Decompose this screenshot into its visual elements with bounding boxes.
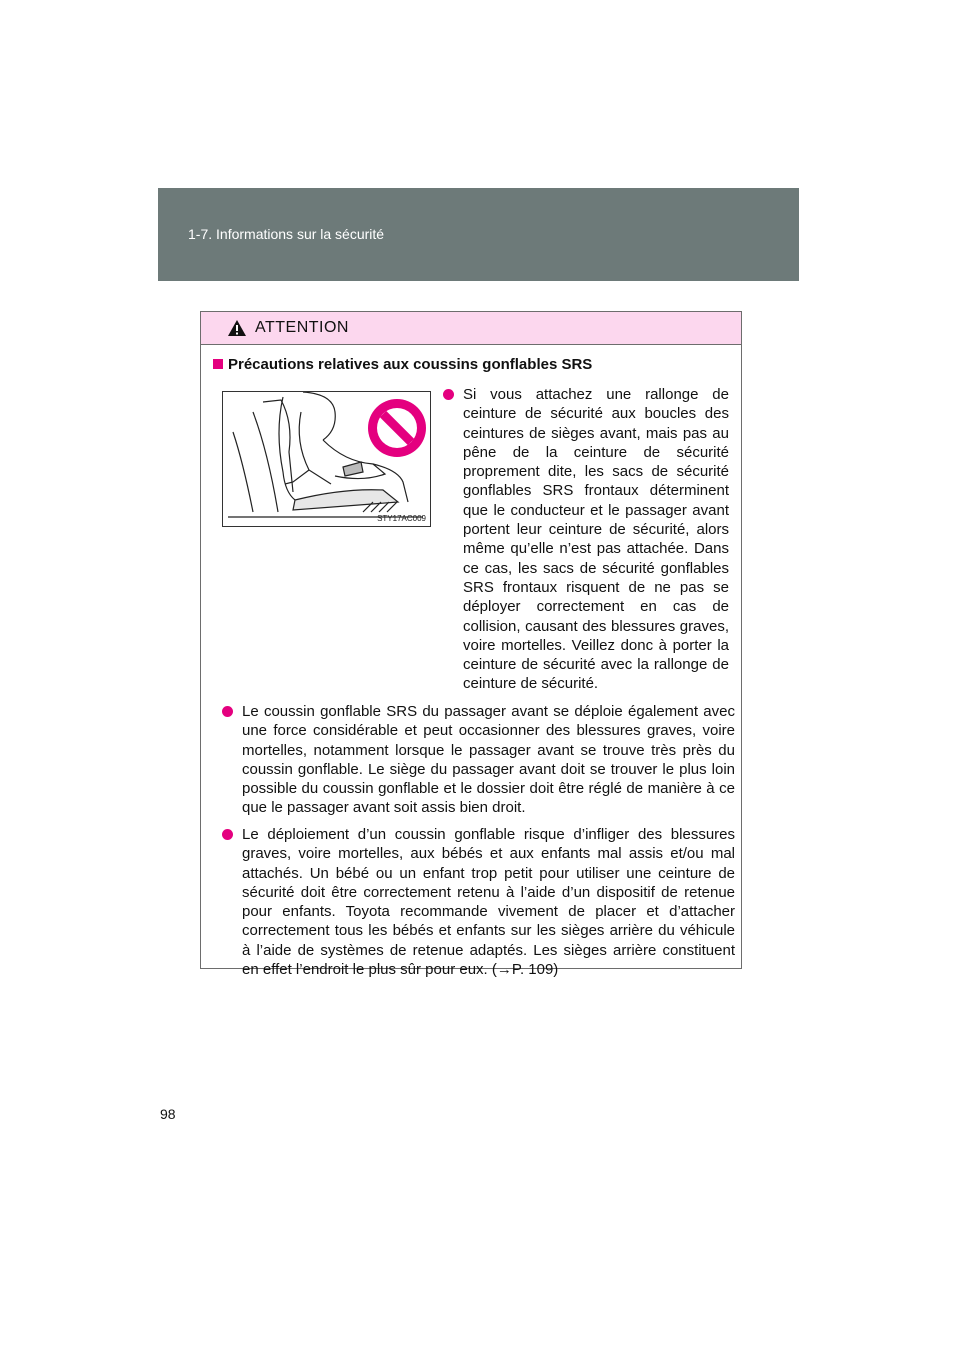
warning-triangle-icon xyxy=(227,319,247,337)
page-number: 98 xyxy=(160,1106,176,1122)
bullet-text: Le coussin gonflable SRS du passager avant se déploie également avec une force considérable et peut occasionner des blessures graves, voire mortelles, notamment lorsque le passager avant se trouve très près du coussin gonflable. Le siège du passager avant doit se trouver le plus loin possible du coussin gonflable et le dossier doit être réglé de manière à ce que le passager avant soit assis bien droit. xyxy=(242,703,735,817)
warning-title-bar xyxy=(201,312,741,345)
bullet-text: Le déploiement d’un coussin gonflable risque d’infliger des blessures graves, voire mortelles, aux bébés et aux enfants mal assis et/ou mal attachés. Un bébé ou un enfant trop petit pour utiliser une ceinture de sécurité doit être correctement retenu à l’aide d’un dispositif de retenue pour enfants. Toyota recommande vivement de placer et d’attacher correctement tous les bébés et enfants sur les sièges arrière du véhicule à l’aide de systèmes de retenue adaptés. Les sièges arrière constituent en effet l’endroit le plus sûr pour eux. (→P. 109) xyxy=(242,826,735,979)
bullet-seatbelt-extender xyxy=(463,385,729,694)
seatbelt-illustration xyxy=(222,391,431,527)
bullet-children-safety xyxy=(242,825,735,979)
bullet-dot-icon xyxy=(222,829,233,840)
warning-box xyxy=(200,311,742,979)
square-bullet-icon xyxy=(213,359,223,369)
warning-heading-text: Précautions relatives aux coussins gonflables SRS xyxy=(228,356,593,373)
section-header xyxy=(158,188,799,281)
section-title: 1-7. Informations sur la sécurité xyxy=(188,226,385,242)
bullet-text: Si vous attachez une rallonge de ceinture de sécurité aux boucles des ceintures de sièges avant, mais pas au pêne de la ceinture de sécurité proprement dite, les sacs de sécurité gonflables SRS frontaux déterminent que le conducteur et le passager avant portent leur ceinture de sécurité, alors même qu’elle n’est pas attachée. Dans ce cas, les sacs de sécurité gonflables SRS frontaux risquent de ne pas se déployer correctement en cas de collision, causant des blessures graves, voire mortelles. Veillez donc à porter la ceinture de sécurité avec la rallonge de ceinture de sécurité. xyxy=(463,386,729,693)
warning-title: ATTENTION xyxy=(255,319,349,336)
seated-passenger-illustration xyxy=(223,392,430,526)
bullet-passenger-airbag xyxy=(242,702,735,818)
warning-heading xyxy=(213,356,592,373)
figure-code: STY17AC009 xyxy=(377,514,426,523)
bullet-dot-icon xyxy=(222,706,233,717)
bullet-dot-icon xyxy=(443,389,454,400)
